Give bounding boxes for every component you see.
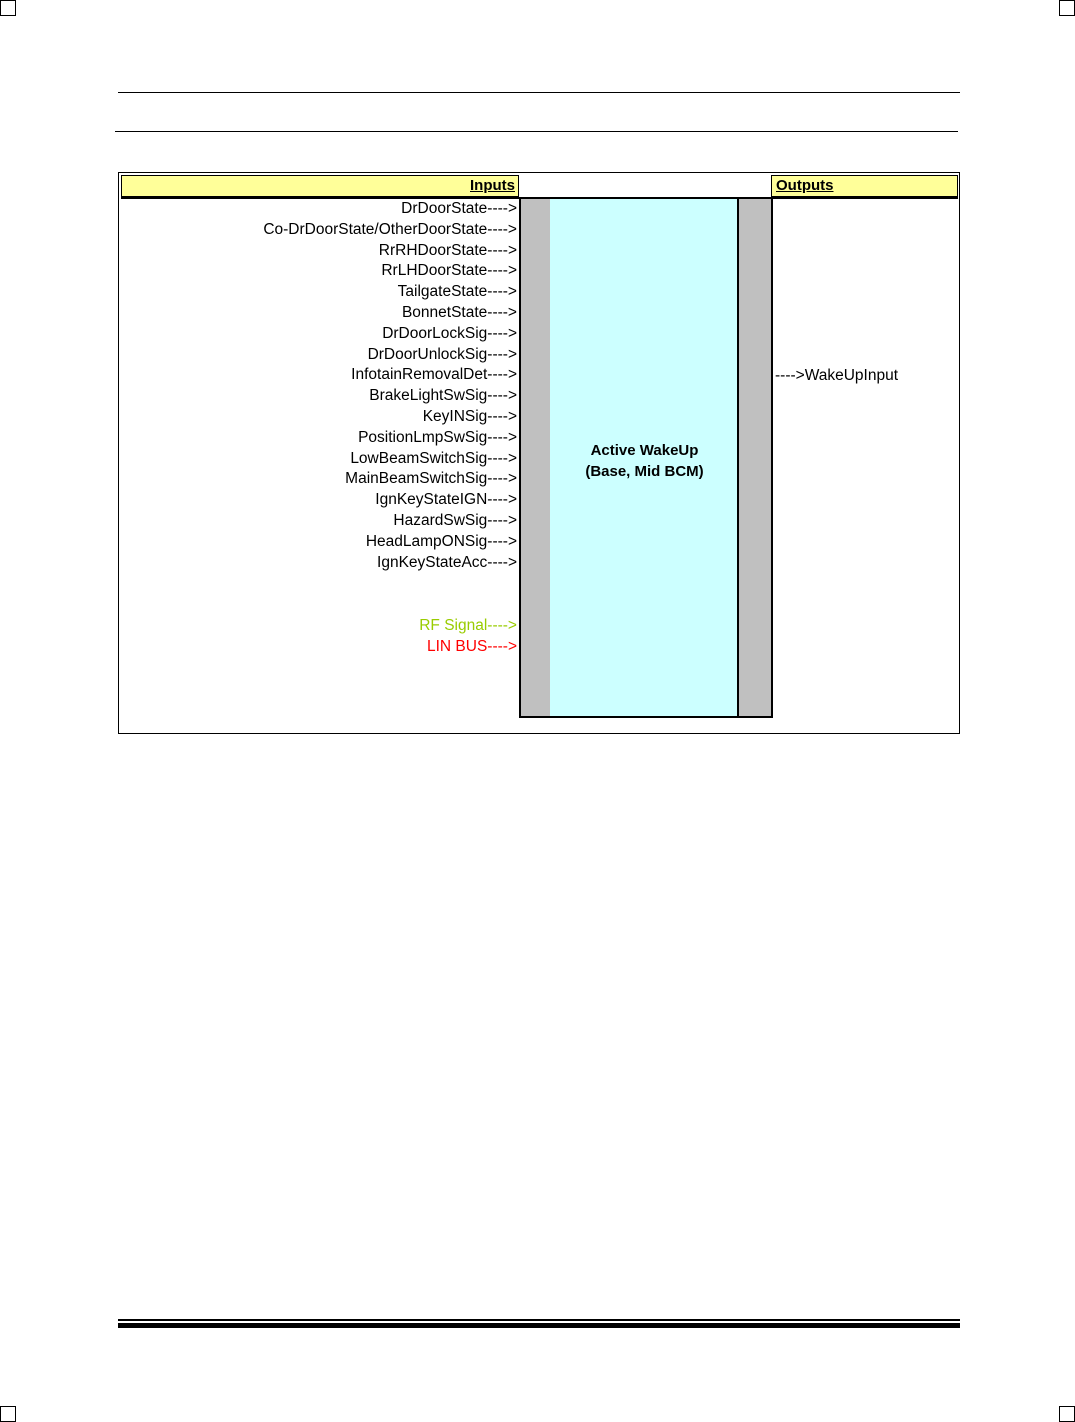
input-signal-label: Co-DrDoorState/OtherDoorState----> [263, 220, 517, 238]
output-port-bar [737, 197, 773, 718]
input-signal-label: DrDoorUnlockSig----> [367, 345, 517, 363]
input-signal-label: HeadLampONSig----> [365, 532, 517, 550]
outputs-header-underline [771, 197, 958, 199]
footer-rule-thick [118, 1323, 960, 1328]
input-signal-label: LowBeamSwitchSig----> [350, 449, 517, 467]
inputs-header-underline [121, 197, 519, 199]
input-signal-label: InfotainRemovalDet----> [351, 366, 517, 384]
input-signal-label: DrDoorState----> [401, 200, 517, 217]
input-port-bar [519, 197, 552, 718]
input-signal-label: KeyINSig----> [422, 408, 517, 425]
footer-rule-thin [118, 1319, 960, 1321]
wakeup-block-diagram [118, 172, 960, 734]
input-signal-label: BrakeLightSwSig----> [369, 387, 517, 405]
block-title-line2: (Base, Mid BCM) [585, 463, 704, 480]
input-signal-label: MainBeamSwitchSig----> [345, 470, 517, 488]
input-signal-label: IgnKeyStateAcc----> [377, 553, 517, 571]
output-signal-label: ---->WakeUpInput [775, 367, 899, 384]
header-rule-top [118, 92, 960, 93]
input-signal-label: PositionLmpSwSig----> [358, 428, 517, 446]
input-signal-label: DrDoorLockSig----> [382, 324, 517, 342]
outputs-header: Outputs [771, 175, 958, 197]
input-signal-label: LIN BUS----> [427, 638, 517, 655]
input-signal-label: TailgateState----> [397, 283, 517, 301]
input-signal-label: RF Signal----> [419, 617, 517, 634]
block-title-line1: Active WakeUp [590, 442, 699, 459]
header-rule-bottom [115, 131, 958, 132]
crop-mark-bottom-left [0, 1406, 16, 1422]
input-signal-label: RrLHDoorState----> [381, 262, 517, 280]
active-wakeup-block [550, 197, 739, 718]
inputs-header: Inputs [121, 175, 519, 197]
crop-mark-top-left [0, 0, 16, 16]
input-signal-label: BonnetState----> [401, 304, 517, 321]
block-title [550, 440, 739, 482]
input-signal-label: IgnKeyStateIGN----> [375, 491, 517, 509]
input-signal-label: HazardSwSig----> [393, 512, 517, 529]
input-signal-label: RrRHDoorState----> [378, 241, 517, 259]
crop-mark-top-right [1059, 0, 1075, 16]
crop-mark-bottom-right [1059, 1406, 1075, 1422]
